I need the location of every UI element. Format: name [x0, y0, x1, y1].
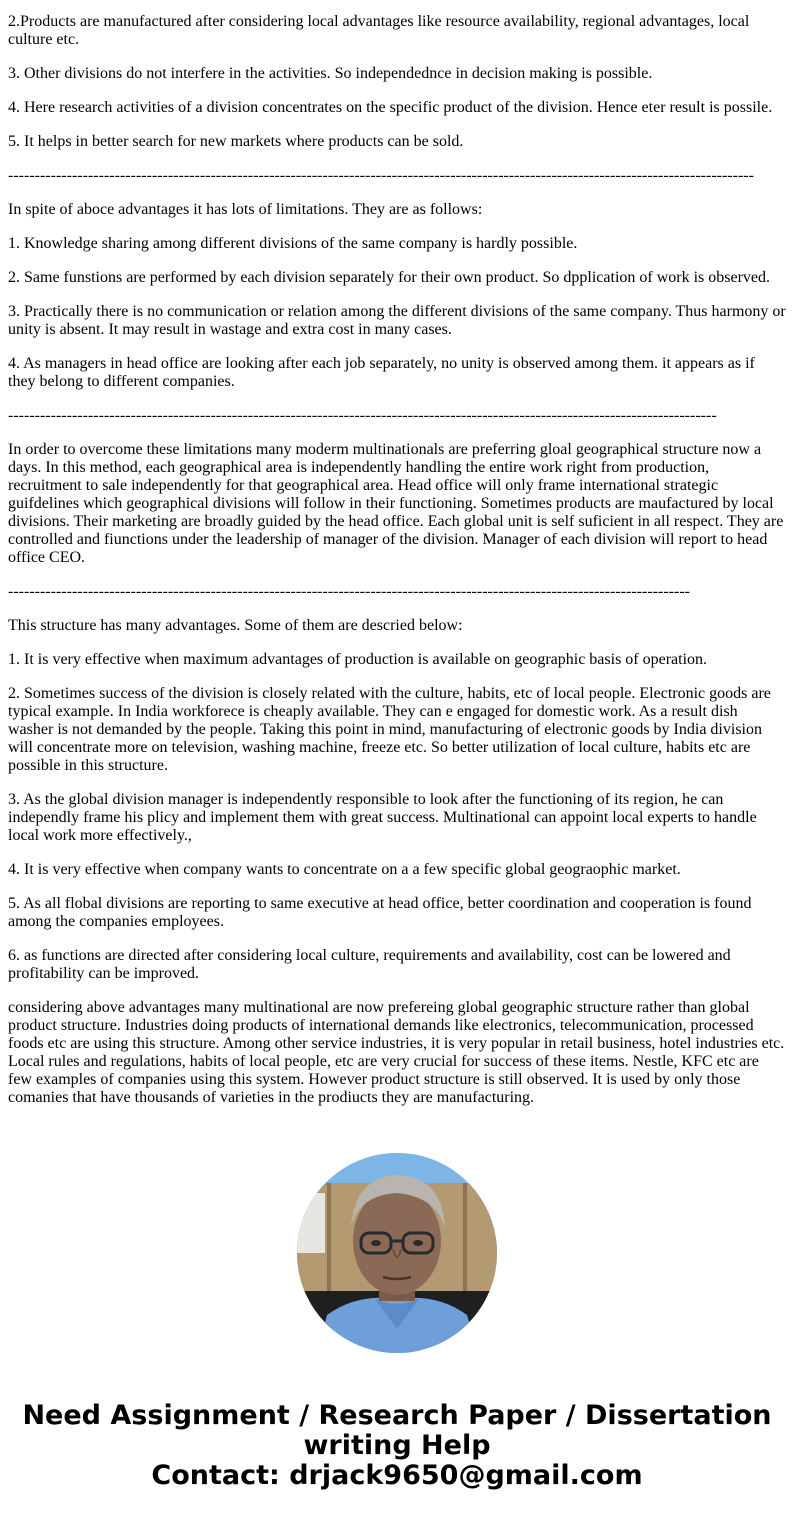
- paragraph: This structure has many advantages. Some of them are descried below:: [8, 617, 463, 634]
- paragraph: 5. As all flobal divisions are reporting to same executive at head office, better coordination and cooperation is found among the companies employees.: [8, 895, 752, 930]
- paragraph: 6. as functions are directed after considering local culture, requirements and availability, cost can be lowered and profitability can be improved.: [8, 947, 731, 982]
- cta-line-1: Need Assignment / Research Paper / Dissertation: [22, 1400, 772, 1431]
- article-body: [0, 13, 794, 1107]
- cta-line-2: writing Help: [303, 1430, 491, 1461]
- paragraph: 5. It helps in better search for new markets where products can be sold.: [8, 133, 464, 150]
- contact-banner: [0, 1401, 794, 1491]
- paragraph: 3. Other divisions do not interfere in the activities. So independednce in decision making is possible.: [8, 65, 653, 82]
- author-avatar: [297, 1153, 497, 1353]
- dash-separator: --------------------------------------------------------------------------------------------------------------------------------------------: [8, 167, 754, 184]
- paragraph: 3. Practically there is no communication or relation among the different divisions of the same company. Thus harmony or unity is absent. It may result in wastage and extra cost in many cases.: [8, 303, 786, 338]
- paragraph: 4. It is very effective when company wants to concentrate on a a few specific global geograophic market.: [8, 861, 681, 878]
- paragraph: 1. Knowledge sharing among different divisions of the same company is hardly possible.: [8, 235, 578, 252]
- paragraph: 2. Sometimes success of the division is closely related with the culture, habits, etc of local people. Electronic goods are typical example. In India workforece is cheaply available. They can e engaged for domestic work. As a result dish washer is not demanded by the people. Taking this point in mind, manufacturing of electronic goods by India division will concentrate more on television, washing machine, freeze etc. So better utilization of local culture, habits etc are possible in this structure.: [8, 685, 771, 774]
- paragraph: 2. Same funstions are performed by each division separately for their own product. So dpplication of work is observed.: [8, 269, 771, 286]
- paragraph: 4. Here research activities of a division concentrates on the specific product of the division. Hence eter result is possile.: [8, 99, 773, 116]
- dash-separator: --------------------------------------------------------------------------------------------------------------------------------: [8, 583, 690, 600]
- author-section: [0, 1153, 794, 1353]
- paragraph: considering above advantages many multinational are now prefereing global geographic structure rather than global product structure. Industries doing products of international demands like electronics, telecommunication, processed foods etc are using this structure. Among other service industries, it is very popular in retail business, hotel industries etc. Local rules and regulations, habits of local people, etc are very crucial for success of these items. Nestle, KFC etc are few examples of companies using this system. However product structure is still observed. It is used by only those comanies that have thousands of varieties in the prodiucts they are manufacturing.: [8, 999, 785, 1106]
- portrait-illustration: [297, 1153, 497, 1353]
- paragraph: In spite of aboce advantages it has lots of limitations. They are as follows:: [8, 201, 483, 218]
- dash-separator: -------------------------------------------------------------------------------------------------------------------------------------: [8, 407, 717, 424]
- paragraph: 4. As managers in head office are looking after each job separately, no unity is observed among them. it appears as if they belong to different companies.: [8, 355, 755, 390]
- paragraph: In order to overcome these limitations many moderm multinationals are preferring gloal geographical structure now a days. In this method, each geographical area is independently handling the entire work right from production, recruitment to sale independently for that geographical area. Head office will only frame international strategic guifdelines which geographical divisions will follow in their functioning. Sometimes products are maufactured by local divisions. Their marketing are broadly guided by the head office. Each global unit is self suficient in all respect. They are controlled and fiunctions under the leadership of manager of the division. Manager of each division will report to head office CEO.: [8, 441, 784, 566]
- paragraph: 2.Products are manufactured after considering local advantages like resource availability, regional advantages, local culture etc.: [8, 13, 750, 48]
- paragraph: 1. It is very effective when maximum advantages of production is available on geographic basis of operation.: [8, 651, 708, 668]
- paragraph: 3. As the global division manager is independently responsible to look after the functioning of its region, he can independly frame his plicy and implement them with great success. Multinational can appoint local experts to handle local work more effectively.,: [8, 791, 757, 844]
- cta-contact-email: Contact: drjack9650@gmail.com: [151, 1460, 643, 1491]
